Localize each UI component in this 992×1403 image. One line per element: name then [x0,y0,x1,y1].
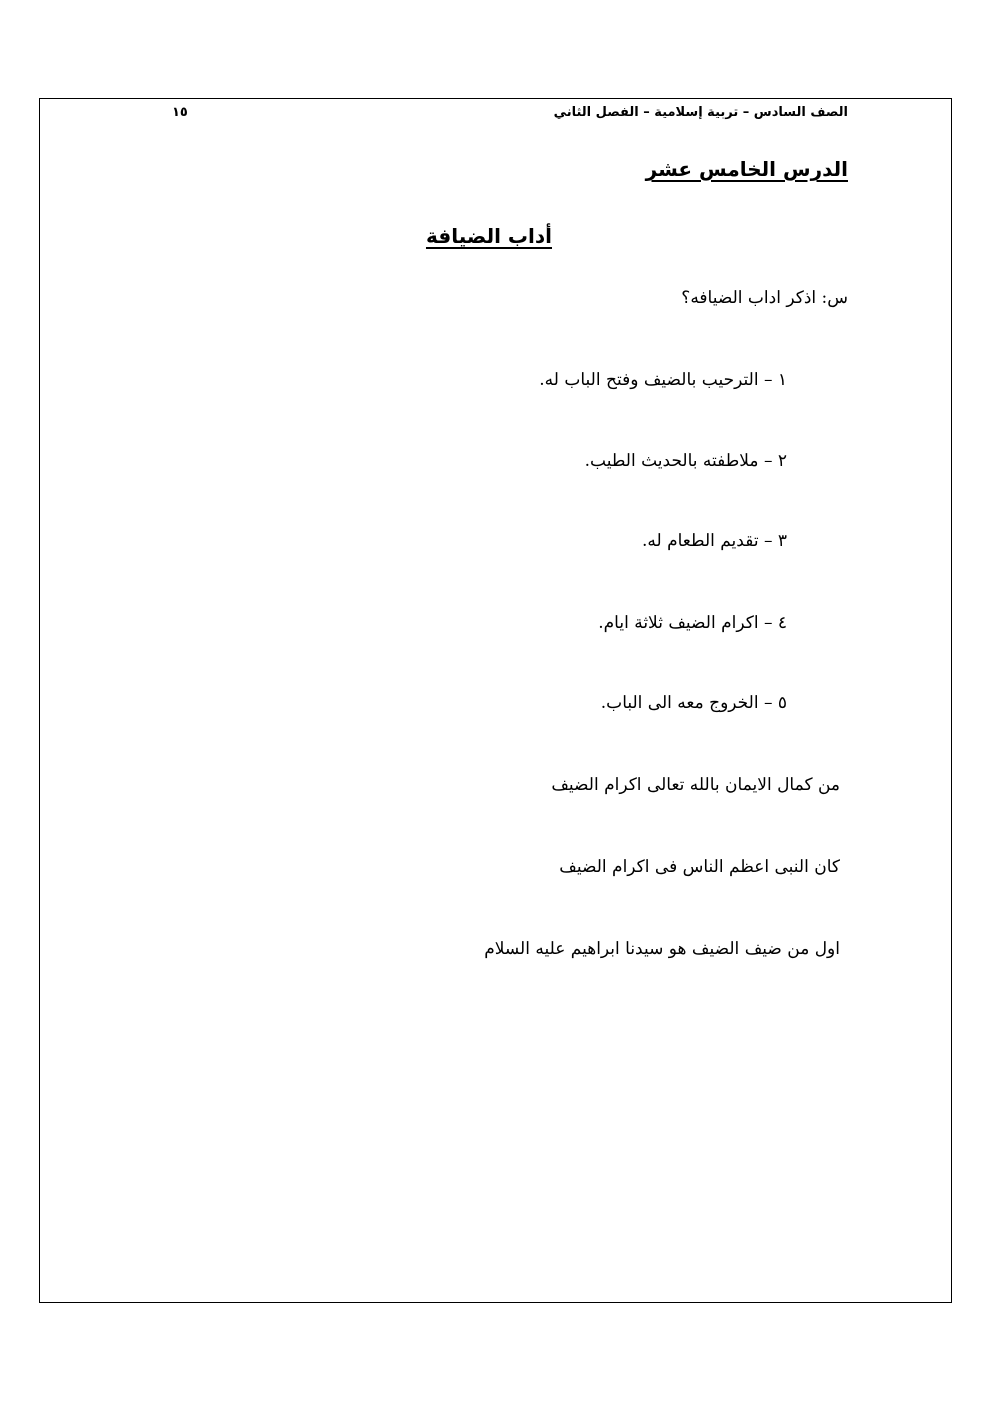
answer-item-2: ٢ – ملاطفته بالحديث الطيب. [584,451,787,471]
topic-title: أداب الضيافة [425,224,552,248]
page-number: ١٥ [172,105,188,120]
answer-item-4: ٤ – اكرام الضيف ثلاثة ايام. [598,613,787,633]
answer-item-3: ٣ – تقديم الطعام له. [641,531,787,551]
fact-line-2: كان النبى اعظم الناس فى اكرام الضيف [559,857,840,877]
answer-item-1: ١ – الترحيب بالضيف وفتح الباب له. [539,370,787,390]
lesson-title: الدرس الخامس عشر [645,157,848,181]
fact-line-1: من كمال الايمان بالله تعالى اكرام الضيف [551,775,840,795]
question-text: س: اذكر اداب الضيافه؟ [681,288,848,308]
answer-item-5: ٥ – الخروج معه الى الباب. [600,693,787,713]
fact-line-3: اول من ضيف الضيف هو سيدنا ابراهيم عليه السلام [484,939,840,959]
page-border [39,98,952,1303]
header-title: الصف السادس – تربية إسلامية – الفصل الثاني [553,105,848,120]
